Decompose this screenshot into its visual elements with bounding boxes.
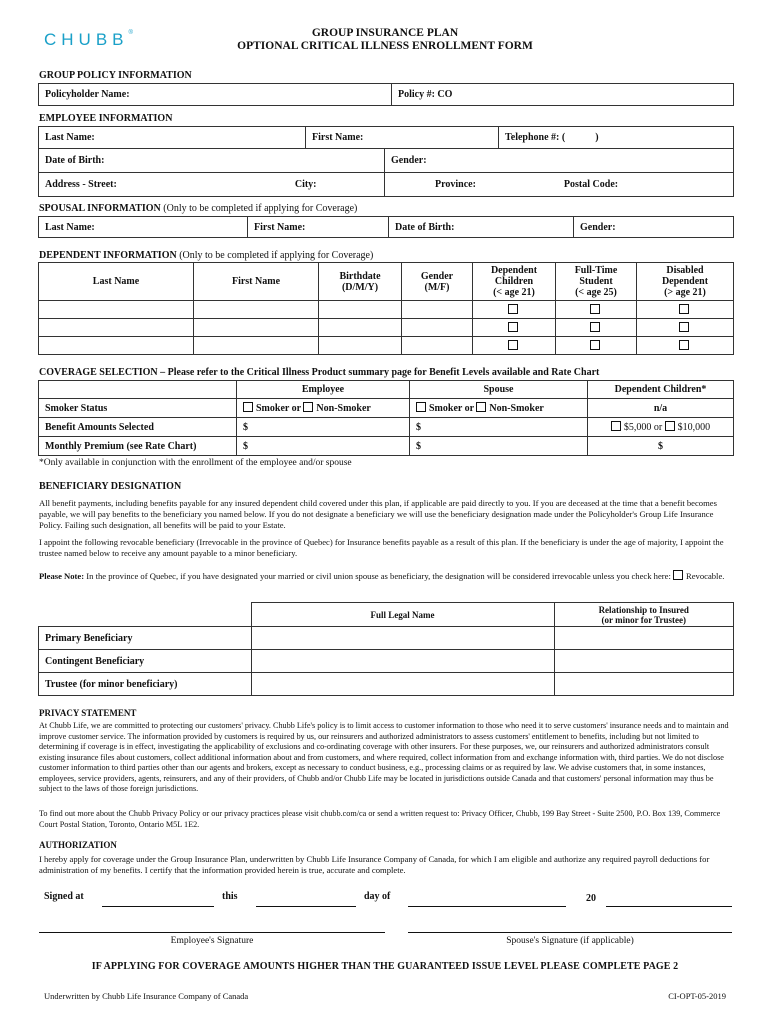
employee-table <box>38 126 734 149</box>
contingent-name-field[interactable] <box>251 650 554 673</box>
spouse-first-name-field[interactable]: First Name: <box>248 217 389 238</box>
spouse-signature-line[interactable] <box>408 932 732 933</box>
page-2-notice: IF APPLYING FOR COVERAGE AMOUNTS HIGHER THAN THE GUARANTEED ISSUE LEVEL PLEASE COMPLETE PAGE 2 <box>91 961 679 972</box>
table-row <box>39 319 734 337</box>
signed-at-line[interactable] <box>102 906 214 907</box>
dep-col-gender: Gender (M/F) <box>402 263 473 301</box>
row-monthly-premium: Monthly Premium (see Rate Chart) <box>39 437 237 456</box>
month-line[interactable] <box>408 906 566 907</box>
form-code: CI-OPT-05-2019 <box>668 991 726 1001</box>
dep-student-checkbox[interactable] <box>590 322 600 332</box>
spouse-gender-field[interactable]: Gender: <box>574 217 734 238</box>
beneficiary-corner <box>39 603 252 627</box>
dep-col-student: Full-Time Student (< age 25) <box>556 263 637 301</box>
primary-relationship-field[interactable] <box>554 627 734 650</box>
quebec-note: Please Note: In the province of Quebec, if you have designated your married or civil union spouse as beneficiary, the designation will be considered irrevocable unless you check here: Revocable. <box>39 571 725 581</box>
dep-col-first: First Name <box>194 263 319 301</box>
privacy-paragraph-1: At Chubb Life, we are committed to protecting our customers' privacy. Chubb Life's policy is to limit access to customer information to those who need it to serve customers' insurance needs and to maintain and improve customer service. The information provided by customers is required by us, our reinsurers and authorized administrators to assess customers' entitlement to benefits, including but not limited to determining if coverage is in effect, investigating the applicability of exclusions and co-ordinating coverage with other insurers. For these purposes, we, our reinsurers and authorized administrators consult existing insurance files about customers, collect additional information about and from customers, and where required, collect information from and exchange information with, third parties. We do not disclose customer information to third parties other than our agents and brokers, except as necessary to conduct business, e.g., processing claims or as required by law. We advise customers that, in some instances, employees, service providers, agents, reinsurers, and any of their providers, of Chubb and/or Chubb Life may be located in jurisdictions outside Canada and that customers' personal information may thus be subject to the laws of those foreign jurisdictions. <box>39 721 729 793</box>
policy-number-field[interactable]: Policy #: CO <box>392 84 734 106</box>
contingent-relationship-field[interactable] <box>554 650 734 673</box>
trustee-relationship-field[interactable] <box>554 673 734 696</box>
dependent-table <box>38 262 734 355</box>
spousal-table <box>38 216 734 238</box>
employee-table-2 <box>38 148 734 197</box>
day-line[interactable] <box>256 906 356 907</box>
dep-children-checkbox[interactable] <box>508 304 518 314</box>
dep-gender-cell[interactable] <box>402 301 473 319</box>
dep-disabled-checkbox[interactable] <box>679 340 689 350</box>
employee-address-field[interactable]: Address - Street: City: <box>39 173 385 197</box>
dep-col-birth: Birthdate (D/M/Y) <box>319 263 402 301</box>
dep-student-checkbox[interactable] <box>590 340 600 350</box>
dep-children-checkbox[interactable] <box>508 340 518 350</box>
beneficiary-heading: BENEFICIARY DESIGNATION <box>39 481 182 492</box>
dependent-smoker-na: n/a <box>588 399 734 418</box>
employee-smoker-checkbox[interactable] <box>243 402 253 412</box>
col-relationship: Relationship to Insured (or minor for Trustee) <box>554 603 734 627</box>
dep-col-last: Last Name <box>39 263 194 301</box>
coverage-table: Employee Spouse Dependent Children* Smoker Status Smoker or Non-Smoker Smoker or Non-Smoker n/a Benefit Amounts Selected $ $ $5,000 or $10,000 Monthly Premium (see Rate Chart) $ $ $ <box>38 380 734 456</box>
dep-gender-cell[interactable] <box>402 319 473 337</box>
dep-disabled-checkbox[interactable] <box>679 322 689 332</box>
coverage-footnote: *Only available in conjunction with the enrollment of the employee and/or spouse <box>39 458 352 468</box>
employee-first-name-field[interactable]: First Name: <box>306 127 499 149</box>
coverage-col-spouse: Spouse <box>410 381 588 399</box>
row-primary-beneficiary: Primary Beneficiary <box>39 627 252 650</box>
beneficiary-table <box>38 602 734 696</box>
dep-last-name-cell[interactable] <box>39 319 194 337</box>
beneficiary-paragraph-2: I appoint the following revocable beneficiary (Irrevocable in the province of Quebec) for Insurance benefits payable as a result of this plan. If the beneficiary is under the age of majority, I appoint the trustee named below to receive any amount payable to a minor beneficiary. <box>39 537 724 558</box>
col-full-legal-name: Full Legal Name <box>251 603 554 627</box>
primary-name-field[interactable] <box>251 627 554 650</box>
trustee-name-field[interactable] <box>251 673 554 696</box>
employee-gender-field[interactable]: Gender: <box>385 149 734 173</box>
chubb-logo: CHUBB® <box>44 30 133 49</box>
day-of-label: day of <box>364 891 391 902</box>
table-row <box>39 301 734 319</box>
spouse-non-smoker-checkbox[interactable] <box>476 402 486 412</box>
spouse-benefit-field[interactable]: $ <box>410 418 588 437</box>
dep-disabled-checkbox[interactable] <box>679 304 689 314</box>
privacy-paragraph-2: To find out more about the Chubb Privacy Policy or our privacy practices please visit chubb.com/ca or send a written request to: Privacy Officer, Chubb, 199 Bay Street - Suite 2500, P.O. Box 139, Commerce Court Postal Station, Toronto, Ontario M5L 1E2. <box>39 809 721 829</box>
coverage-col-dependent: Dependent Children* <box>588 381 734 399</box>
employee-signature-line[interactable] <box>39 932 385 933</box>
employee-telephone-field[interactable]: Telephone #: ( ) <box>499 127 734 149</box>
dep-student-checkbox[interactable] <box>590 304 600 314</box>
dependent-heading: DEPENDENT INFORMATION (Only to be completed if applying for Coverage) <box>39 250 374 261</box>
employee-heading: EMPLOYEE INFORMATION <box>39 113 173 124</box>
employee-last-name-field[interactable]: Last Name: <box>39 127 306 149</box>
group-policy-table <box>38 83 734 106</box>
dependent-5000-checkbox[interactable] <box>611 421 621 431</box>
policyholder-name-field[interactable]: Policyholder Name: <box>39 84 392 106</box>
spouse-premium-field[interactable]: $ <box>410 437 588 456</box>
spouse-smoker-checkbox[interactable] <box>416 402 426 412</box>
employee-dob-field[interactable]: Date of Birth: <box>39 149 385 173</box>
employee-signature-label: Employee's Signature <box>170 936 254 946</box>
this-label: this <box>222 891 238 902</box>
dep-last-name-cell[interactable] <box>39 301 194 319</box>
signed-at-label: Signed at <box>44 891 84 902</box>
dep-col-disabled: Disabled Dependent (> age 21) <box>637 263 734 301</box>
dep-col-children: Dependent Children (< age 21) <box>473 263 556 301</box>
form-title: GROUP INSURANCE PLAN OPTIONAL CRITICAL ILLNESS ENROLLMENT FORM <box>237 27 533 52</box>
row-benefit-amounts: Benefit Amounts Selected <box>39 418 237 437</box>
dependent-10000-checkbox[interactable] <box>665 421 675 431</box>
revocable-checkbox[interactable] <box>673 570 683 580</box>
coverage-col-employee: Employee <box>237 381 410 399</box>
row-contingent-beneficiary: Contingent Beneficiary <box>39 650 252 673</box>
year-line[interactable] <box>606 906 732 907</box>
beneficiary-paragraph-1: All benefit payments, including benefits payable for any insured dependent child covered under this plan, if applicable are paid directly to you. If you are deceased at the time that a benefit becomes payable, we will pay benefits to the beneficiary you named below. If you do not designate a beneficiary we will use the beneficiary designation made under the Policyholder's Group Life Insurance Policy. Failing such designation, all benefits will be paid to your Estate. <box>39 498 717 530</box>
dep-first-name-cell[interactable] <box>194 301 319 319</box>
dep-birthdate-cell[interactable] <box>319 319 402 337</box>
coverage-corner <box>39 381 237 399</box>
employee-non-smoker-checkbox[interactable] <box>303 402 313 412</box>
employee-premium-field[interactable]: $ <box>237 437 410 456</box>
dep-last-name-cell[interactable] <box>39 337 194 355</box>
employee-benefit-field[interactable]: $ <box>237 418 410 437</box>
authorization-paragraph: I hereby apply for coverage under the Group Insurance Plan, underwritten by Chubb Life Insurance Company of Canada, for which I am eligible and authorize any required payroll deductions for administration of my benefits. I certify that the information provided herein is true, accurate and complete. <box>39 854 710 875</box>
coverage-heading: COVERAGE SELECTION – Please refer to the Critical Illness Product summary page for Benefit Levels available and Rate Chart <box>39 367 600 378</box>
year-label: 20 <box>586 893 596 904</box>
dep-birthdate-cell[interactable] <box>319 301 402 319</box>
dep-birthdate-cell[interactable] <box>319 337 402 355</box>
row-trustee: Trustee (for minor beneficiary) <box>39 673 252 696</box>
spouse-last-name-field[interactable]: Last Name: <box>39 217 248 238</box>
spousal-heading: SPOUSAL INFORMATION (Only to be completed if applying for Coverage) <box>39 203 358 214</box>
dep-first-name-cell[interactable] <box>194 319 319 337</box>
spouse-signature-label: Spouse's Signature (if applicable) <box>506 936 634 946</box>
dep-gender-cell[interactable] <box>402 337 473 355</box>
spouse-dob-field[interactable]: Date of Birth: <box>389 217 574 238</box>
privacy-heading: PRIVACY STATEMENT <box>39 708 137 718</box>
group-policy-heading: GROUP POLICY INFORMATION <box>39 70 192 81</box>
table-row <box>39 337 734 355</box>
dep-children-checkbox[interactable] <box>508 322 518 332</box>
dep-first-name-cell[interactable] <box>194 337 319 355</box>
dependent-premium-field[interactable]: $ <box>588 437 734 456</box>
authorization-heading: AUTHORIZATION <box>39 840 117 850</box>
row-smoker-status: Smoker Status <box>39 399 237 418</box>
underwritten-by: Underwritten by Chubb Life Insurance Company of Canada <box>44 991 249 1001</box>
employee-province-postal-field[interactable]: Province: Postal Code: <box>385 173 734 197</box>
